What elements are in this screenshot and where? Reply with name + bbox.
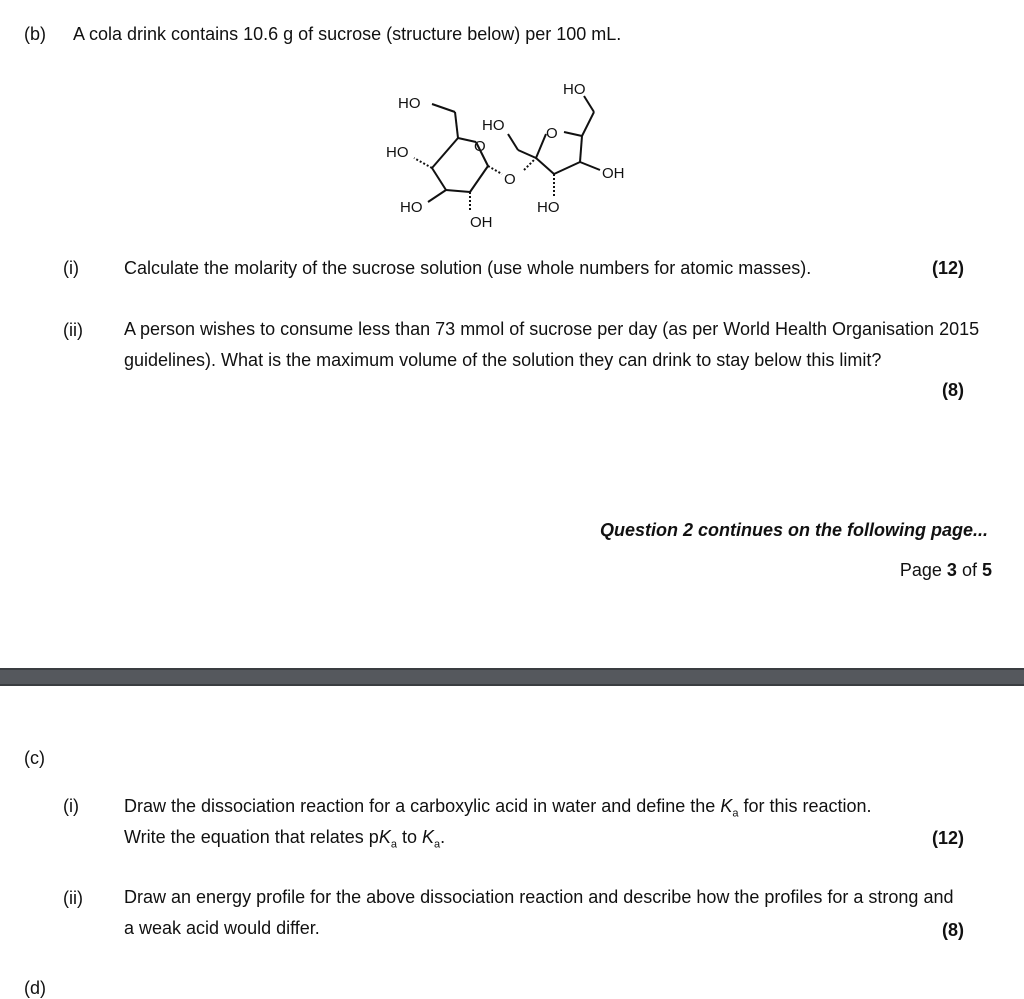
continues-note: Question 2 continues on the following page... [599, 520, 988, 540]
part-c-i-text-d: to [401, 827, 417, 847]
glycosidic-oxygen: O [504, 171, 516, 188]
part-b-text: A cola drink contains 10.6 g of sucrose (structure below) per 100 mL. [73, 24, 622, 44]
part-c-i-text-c: Write the equation that relates p [124, 827, 379, 847]
part-c-i-line2 [124, 827, 445, 851]
oh-furanose-right-label: OH [602, 165, 625, 182]
part-d-label: (d) [24, 978, 46, 998]
part-b-i-text: Calculate the molarity of the sucrose solution (use whole numbers for atomic masses). [124, 258, 812, 278]
ho-ch2-label: HO [398, 95, 421, 112]
ho-c3-label: HO [400, 199, 423, 216]
oh-c2-label: OH [470, 214, 493, 231]
page-prefix: Page [899, 560, 942, 580]
part-b-label: (b) [24, 24, 46, 44]
part-c-ii-marks: (8) [942, 920, 964, 940]
part-b-ii-marks: (8) [942, 380, 964, 400]
part-c-label: (c) [24, 748, 45, 768]
ho-ch2-link-label: HO [482, 117, 505, 134]
ring-oxygen-2: O [546, 125, 558, 142]
ho-c4-label: HO [386, 144, 409, 161]
part-c-i-line1 [124, 796, 872, 820]
ho-furanose-bottom-label: HO [537, 199, 560, 216]
part-c-i-marks: (12) [931, 828, 964, 848]
page-current: 3 [946, 560, 957, 580]
pka-subscript: a [390, 838, 397, 851]
page-number [900, 560, 992, 581]
part-b-ii-text: A person wishes to consume less than 73 mmol of sucrose per day (as per World Health Organisation 2015 guidelines). What is the maximum volume of the solution they can drink to stay below this limit? [124, 319, 980, 370]
part-c-i-text-a: Draw the dissociation reaction for a carboxylic acid in water and define the [124, 796, 716, 816]
part-c-i-label: (i) [63, 796, 79, 816]
part-b-i-marks: (12) [931, 258, 964, 278]
ka-symbol: K [720, 796, 733, 816]
part-b-ii-label: (ii) [63, 320, 83, 340]
part-c-i-text-b: for this reaction. [743, 796, 872, 816]
ka-subscript-2: a [434, 838, 441, 851]
part-c-i-text-e: . [440, 827, 446, 847]
part-b-i-label: (i) [63, 258, 79, 278]
ho-furanose-top-label: HO [563, 81, 586, 98]
page-total: 5 [981, 560, 992, 580]
part-c-ii-text: Draw an energy profile for the above dissociation reaction and describe how the profiles for a strong and a weak acid would differ. [124, 887, 954, 938]
ring-oxygen-1: O [474, 138, 486, 155]
page-break-divider [0, 668, 1024, 686]
ka-symbol-2: K [422, 827, 435, 847]
sucrose-structure [370, 70, 640, 235]
pka-k-symbol: K [378, 827, 391, 847]
part-c-ii-label: (ii) [63, 888, 83, 908]
page-of: of [961, 560, 977, 580]
ka-subscript: a [732, 807, 739, 820]
